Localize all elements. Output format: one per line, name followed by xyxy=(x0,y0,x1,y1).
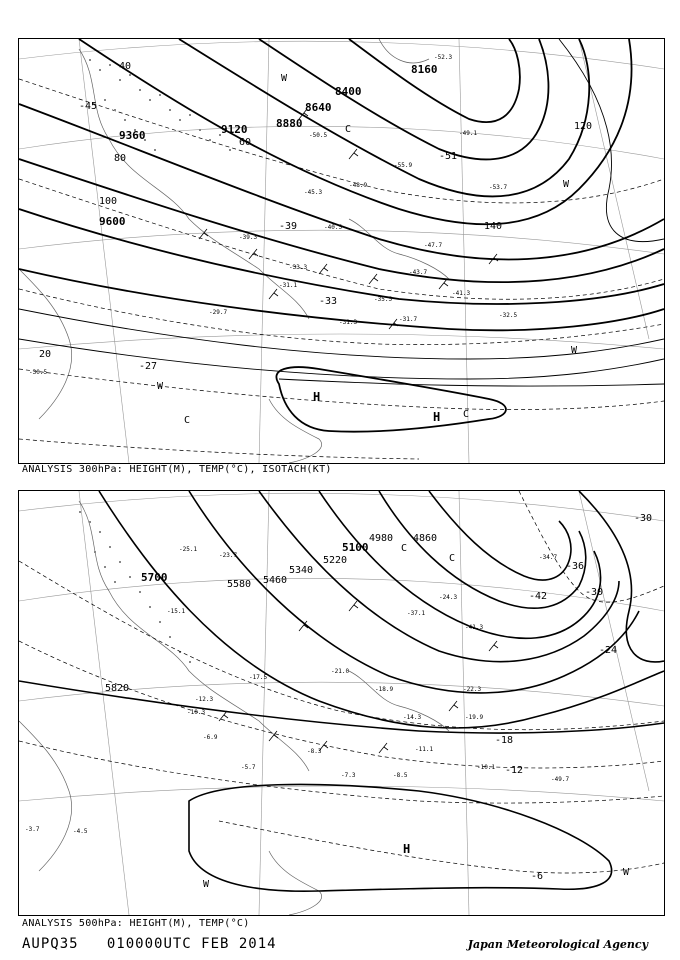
cold-mark: C xyxy=(449,553,456,564)
obs-value: -39.3 xyxy=(239,234,258,241)
obs-value: -49.1 xyxy=(459,130,478,137)
obs-value: -53.7 xyxy=(489,184,508,191)
high-pressure-marker: H xyxy=(313,390,321,404)
stipple-region xyxy=(79,511,191,663)
obs-value: -10.3 xyxy=(187,709,206,716)
height-label-4980: 4980 xyxy=(369,533,394,544)
obs-value: -7.3 xyxy=(341,772,356,779)
obs-value: -17.5 xyxy=(249,674,268,681)
isotach-label-40: 40 xyxy=(119,61,132,72)
agency-credit: Japan Meteorological Agency xyxy=(467,938,648,951)
obs-value: -37.1 xyxy=(407,610,426,617)
obs-value: -10.1 xyxy=(477,764,496,771)
obs-value: -35.5 xyxy=(374,296,393,303)
warm-mark: W xyxy=(203,879,210,890)
temp-label-42: -42 xyxy=(529,591,548,602)
isotherm-lines xyxy=(19,79,664,459)
isotach-label-100: 100 xyxy=(99,196,118,207)
temp-label-12: -12 xyxy=(505,765,524,776)
obs-value: -31.3 xyxy=(339,319,358,326)
obs-value: -18.9 xyxy=(375,686,394,693)
obs-value: -33.3 xyxy=(289,264,308,271)
high-pressure-marker: H xyxy=(433,410,441,424)
temp-label-18: -18 xyxy=(495,735,514,746)
obs-value: -19.9 xyxy=(465,714,484,721)
obs-value: -49.7 xyxy=(551,776,570,783)
high-pressure-contour xyxy=(276,367,506,432)
isotach-label-80: 80 xyxy=(114,153,127,164)
obs-value: -14.3 xyxy=(403,714,422,721)
valid-time: 010000UTC FEB 2014 xyxy=(106,936,277,952)
height-contours xyxy=(19,491,664,733)
height-label-8400: 8400 xyxy=(335,85,362,98)
obs-value: -12.3 xyxy=(195,696,214,703)
obs-value: -8.5 xyxy=(393,772,408,779)
height-label-4860: 4860 xyxy=(413,533,438,544)
obs-value: -48.9 xyxy=(349,182,368,189)
map-500hpa-svg xyxy=(19,491,664,915)
height-label-8160: 8160 xyxy=(411,63,438,76)
warm-mark: W xyxy=(281,73,288,84)
warm-mark: W xyxy=(623,867,630,878)
obs-value: -50.5 xyxy=(309,132,328,139)
height-label-5340: 5340 xyxy=(289,565,314,576)
height-label-5580: 5580 xyxy=(227,579,252,590)
obs-value: -3.7 xyxy=(25,826,40,833)
temp-label-5: -27 xyxy=(139,361,158,372)
cold-mark: C xyxy=(401,543,408,554)
map-500hpa-panel xyxy=(18,490,665,916)
obs-value: -31.1 xyxy=(279,282,298,289)
map-300hpa-svg xyxy=(19,39,664,463)
height-label-5820: 5820 xyxy=(105,683,130,694)
height-label-9360: 9360 xyxy=(119,129,146,142)
obs-value: -45.3 xyxy=(304,189,323,196)
obs-value: -4.5 xyxy=(73,828,88,835)
obs-value: -5.7 xyxy=(241,764,256,771)
height-label-8880: 8880 xyxy=(276,117,303,130)
height-label-9600: 9600 xyxy=(99,215,126,228)
isotach-label-60: 60 xyxy=(239,137,252,148)
temp-label-36: -36 xyxy=(566,561,585,572)
obs-value: -43.7 xyxy=(409,269,428,276)
obs-value: -8.3 xyxy=(307,748,322,755)
warm-mark: W xyxy=(571,345,578,356)
obs-value: -47.7 xyxy=(424,242,443,249)
temp-label-4: -51 xyxy=(439,151,458,162)
map-300hpa-panel xyxy=(18,38,665,464)
obs-value: -31.7 xyxy=(399,316,418,323)
obs-value: -30.5 xyxy=(29,369,48,376)
height-label-9120: 9120 xyxy=(221,123,248,136)
obs-value: -25.1 xyxy=(179,546,198,553)
height-label-5220: 5220 xyxy=(323,555,348,566)
obs-value: -15.1 xyxy=(167,608,186,615)
obs-value: -21.0 xyxy=(331,668,350,675)
caption-500hpa: ANALYSIS 500hPa: HEIGHT(M), TEMP(°C) xyxy=(22,918,250,929)
temp-label-30b: -30 xyxy=(634,513,653,524)
temp-label-3: -33 xyxy=(319,296,338,307)
height-label-5460: 5460 xyxy=(263,575,288,586)
obs-value: -23.7 xyxy=(219,552,238,559)
graticule xyxy=(19,39,664,463)
temp-label-2: -39 xyxy=(279,221,298,232)
warm-mark: W xyxy=(563,179,570,190)
height-label-5100: 5100 xyxy=(342,541,369,554)
cold-mark: C xyxy=(345,124,352,135)
coastline xyxy=(19,501,449,915)
obs-value: -34.7 xyxy=(539,554,558,561)
height-label-8640: 8640 xyxy=(305,101,332,114)
obs-value: -11.1 xyxy=(415,746,434,753)
isotach-label-120: 120 xyxy=(574,121,593,132)
cold-mark: C xyxy=(184,415,191,426)
isotach-label-20: 20 xyxy=(39,349,52,360)
warm-mark: W xyxy=(157,381,164,392)
obs-value: -24.3 xyxy=(439,594,458,601)
temp-label-30: -30 xyxy=(585,587,604,598)
chart-identifier xyxy=(22,936,277,952)
obs-value: -22.3 xyxy=(463,686,482,693)
obs-value: -52.3 xyxy=(434,54,453,61)
obs-value: -32.5 xyxy=(499,312,518,319)
obs-value: -55.9 xyxy=(394,162,413,169)
obs-value: -41.3 xyxy=(452,290,471,297)
temp-label-1: -45 xyxy=(79,101,98,112)
high-pressure-marker: H xyxy=(403,842,411,856)
cold-mark: C xyxy=(463,409,470,420)
temp-label-6: -6 xyxy=(531,871,544,882)
obs-value: -6.9 xyxy=(203,734,218,741)
temp-label-24: -24 xyxy=(599,645,618,656)
isotach-label-140: 140 xyxy=(484,221,503,232)
height-label-5700: 5700 xyxy=(141,571,168,584)
obs-value: -41.3 xyxy=(465,624,484,631)
closed-height-contour xyxy=(189,784,612,891)
product-code: AUPQ35 xyxy=(22,936,79,952)
caption-300hpa: ANALYSIS 300hPa: HEIGHT(M), TEMP(°C), ISOTACH(KT) xyxy=(22,464,332,475)
obs-value: -40.5 xyxy=(324,224,343,231)
obs-value: -29.7 xyxy=(209,309,228,316)
